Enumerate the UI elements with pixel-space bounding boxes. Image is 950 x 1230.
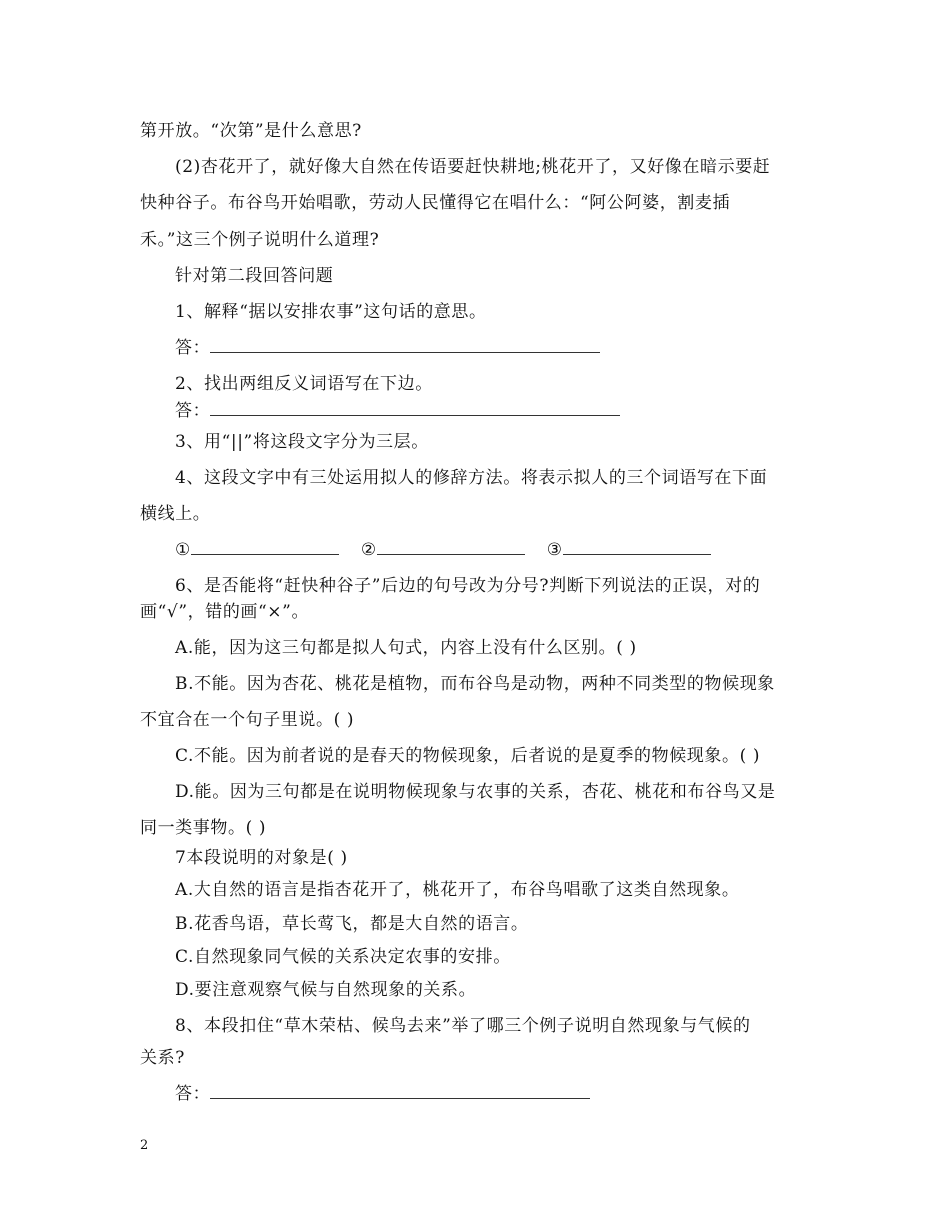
option-b: B.不能。因为杏花、桃花是植物，而布谷鸟是动物，两种不同类型的物候现象 [175,674,775,694]
text-line: 关系? [140,1048,185,1068]
question-4: 4、这段文字中有三处运用拟人的修辞方法。将表示拟人的三个词语写在下面 [175,468,768,488]
answer-label: 答： [175,338,211,358]
text-line: 快种谷子。布谷鸟开始唱歌，劳动人民懂得它在唱什么：“阿公阿婆，割麦插 [140,193,731,213]
text-line: 不宜合在一个句子里说。( ) [140,710,355,730]
answer-blank[interactable] [377,539,525,555]
question-3: 3、用“||”将这段文字分为三层。 [175,432,429,452]
answer-blank[interactable] [563,539,711,555]
answer-blank[interactable] [210,337,600,353]
answer-line-1 [175,337,600,359]
answer-blank[interactable] [210,400,620,416]
option-d: D.要注意观察气候与自然现象的关系。 [175,980,477,1000]
option-c: C.自然现象同气候的关系决定农事的安排。 [175,947,511,967]
option-c: C.不能。因为前者说的是春天的物候现象，后者说的是夏季的物候现象。( ) [175,746,761,766]
question-2: 2、找出两组反义词语写在下边。 [175,374,433,394]
question-1: 1、解释“据以安排农事”这句话的意思。 [175,302,487,322]
answer-label: 答： [175,1084,211,1104]
answer-line-2 [175,400,620,422]
blank-marker-1: ① [175,540,191,560]
blank-marker-2: ② [360,540,377,560]
section-heading: 针对第二段回答问题 [175,266,334,286]
option-d: D.能。因为三句都是在说明物候现象与农事的关系，杏花、桃花和布谷鸟又是 [175,782,776,802]
answer-blanks-row [175,539,711,561]
text-line: 同一类事物。( ) [140,818,267,838]
answer-line-8 [175,1083,590,1105]
answer-blank[interactable] [210,1083,590,1099]
answer-label: 答： [175,401,211,421]
option-a: A.能，因为这三句都是拟人句式，内容上没有什么区别。( ) [175,638,637,658]
text-line: 横线上。 [140,504,211,524]
question-7: 7本段说明的对象是( ) [175,848,348,868]
question-6: 6、是否能将“赶快种谷子”后边的句号改为分号?判断下列说法的正误，对的 [175,576,761,596]
text-line: 禾。”这三个例子说明什么道理? [140,230,380,250]
blank-marker-3: ③ [546,540,563,560]
option-a: A.大自然的语言是指杏花开了，桃花开了，布谷鸟唱歌了这类自然现象。 [175,880,740,900]
question-8: 8、本段扣住“草木荣枯、候鸟去来”举了哪三个例子说明自然现象与气候的 [175,1016,751,1036]
page-number: 2 [140,1138,149,1153]
text-line: 画“√”，错的画“×”。 [140,602,310,622]
option-b: B.花香鸟语，草长莺飞，都是大自然的语言。 [175,914,529,934]
text-line: (2)杏花开了，就好像大自然在传语要赶快耕地;桃花开了，又好像在暗示要赶 [175,157,771,177]
answer-blank[interactable] [191,539,339,555]
text-line: 第开放。“次第”是什么意思? [140,121,362,141]
